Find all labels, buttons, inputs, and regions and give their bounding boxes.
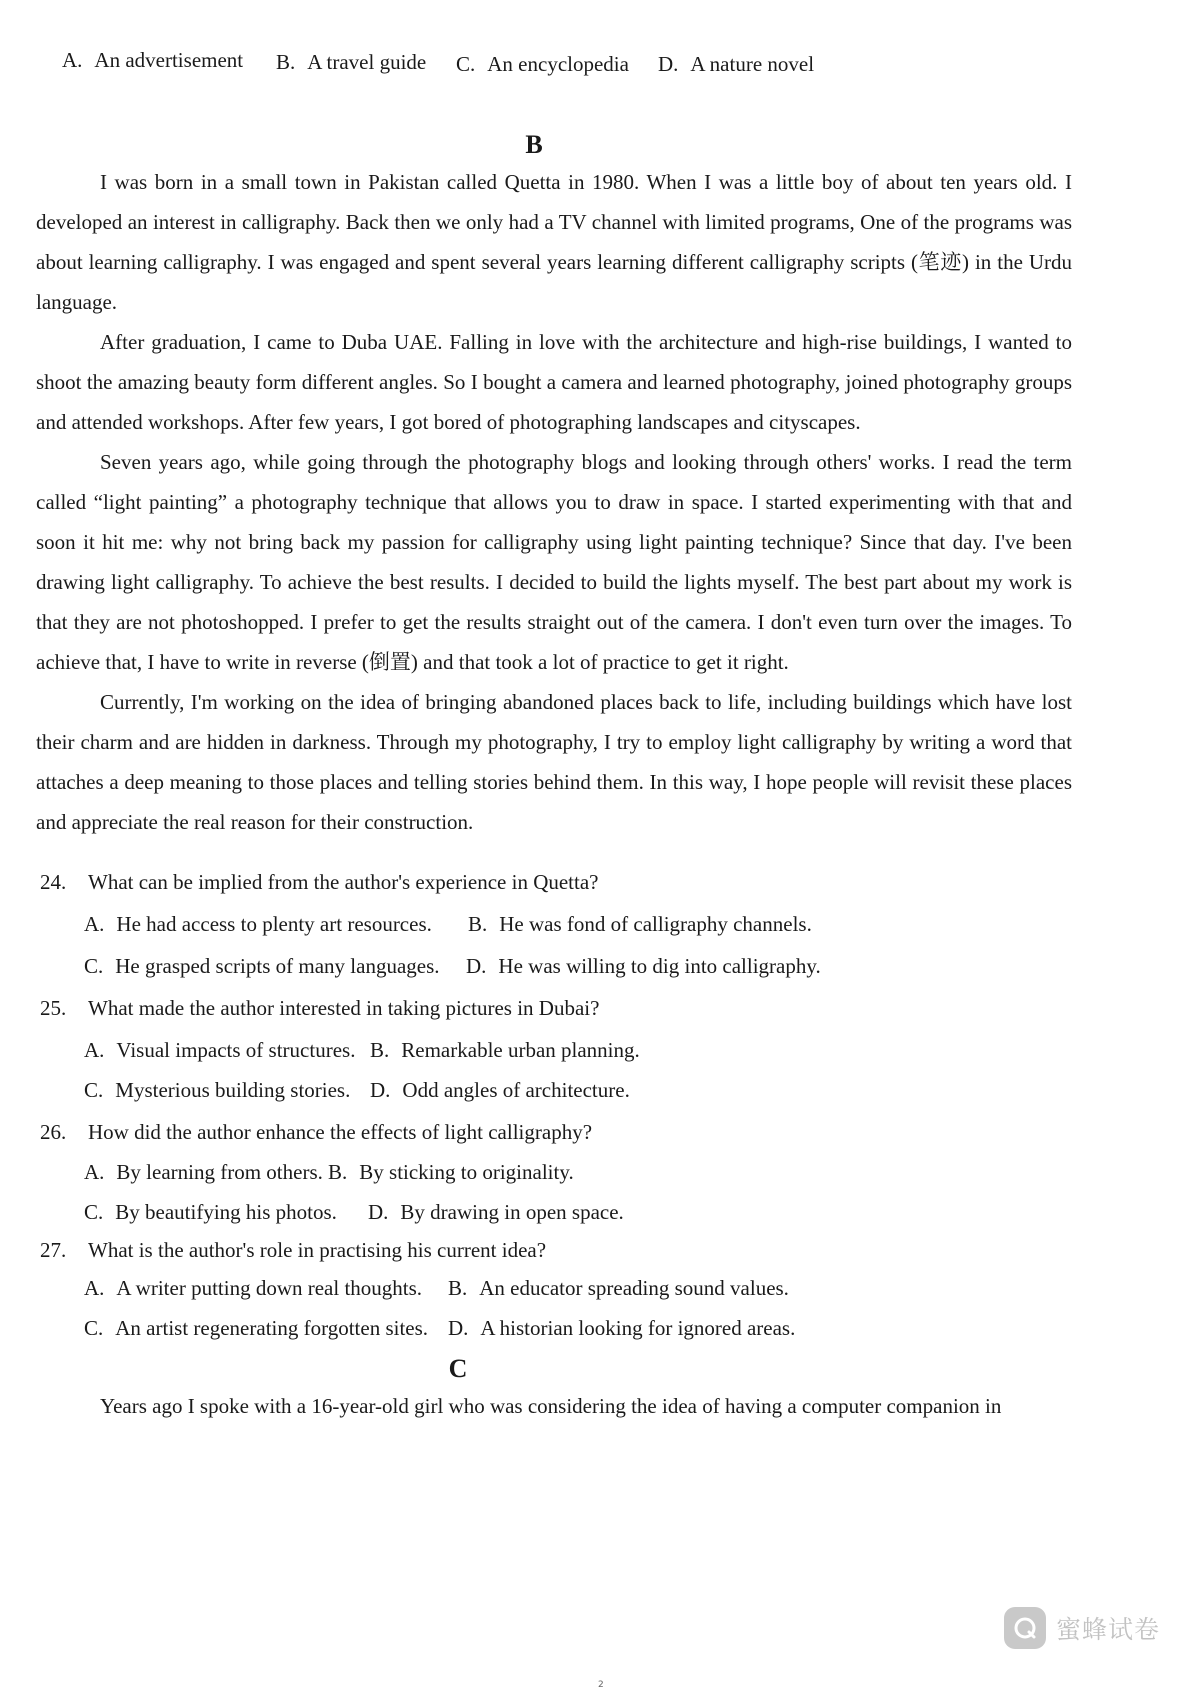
question-26-option-d: D. By drawing in open space. (368, 1200, 624, 1224)
question-27-option-a: A. A writer putting down real thoughts. (84, 1276, 423, 1300)
question-24-option-d: D. He was willing to dig into calligraphy. (466, 954, 821, 978)
paragraph-1: I was born in a small town in Pakistan called Quetta in 1980. When I was a little boy of about ten years old. I developed an interest in calligraphy. Back then we only had a TV channel with limited programs, One of the programs was about learning calligraphy. I was engaged and spent several years learning different calligraphy scripts (笔迹) in the Urdu language. (36, 170, 1072, 314)
question-24-option-a: A. He had access to plenty art resources. (84, 912, 432, 936)
question-24-stem: 24. What can be implied from the author's experience in Quetta? (40, 870, 599, 894)
paragraph-2: After graduation, I came to Duba UAE. Falling in love with the architecture and high-rise buildings, I wanted to shoot the amazing beauty form different angles. So I bought a camera and learned photography, joined photography groups and attended workshops. After few years, I got bored of photographing landscapes and cityscapes. (36, 330, 1072, 434)
section-b-title: B (525, 130, 543, 159)
previous-question-options (0, 44, 1200, 84)
paragraph-3: Seven years ago, while going through the photography blogs and looking through others' works. I read the term called “light painting” a photography technique that allows you to draw in space. I started experimenting with that and soon it hit me: why not bring back my passion for calligraphy using light painting technique? Since that day. I've been drawing light calligraphy. To achieve the best results. I decided to build the lights myself. The best part about my work is that they are not photoshopped. I prefer to get the results straight out of the camera. I don't even turn over the images. To achieve that, I have to write in reverse (倒置) and that took a lot of practice to get it right. (36, 450, 1072, 674)
section-c-title: C (448, 1354, 468, 1383)
watermark-text: 蜜蜂试卷 (1056, 1615, 1161, 1644)
question-25-stem: 25. What made the author interested in taking pictures in Dubai? (40, 996, 600, 1020)
bee-logo-icon (1004, 1607, 1046, 1649)
watermark (1004, 1600, 1184, 1656)
option-a: A. An advertisement (62, 48, 244, 72)
passage-b (36, 162, 1072, 842)
option-b: B. A travel guide (276, 50, 427, 74)
question-26-stem: 26. How did the author enhance the effects of light calligraphy? (40, 1120, 593, 1144)
question-26-option-a: A. By learning from others. (84, 1160, 323, 1184)
question-26-option-b: B. By sticking to originality. (328, 1160, 574, 1184)
page-number: 2 (598, 1680, 604, 1690)
question-24-option-c: C. He grasped scripts of many languages. (84, 954, 440, 978)
question-27-option-c: C. An artist regenerating forgotten sites. (84, 1316, 429, 1340)
option-d: D. A nature novel (658, 52, 815, 76)
question-25-option-b: B. Remarkable urban planning. (370, 1038, 640, 1062)
question-27-option-b: B. An educator spreading sound values. (448, 1276, 789, 1300)
paragraph-4: Currently, I'm working on the idea of bringing abandoned places back to life, including buildings which have lost their charm and are hidden in darkness. Through my photography, I try to employ light calligraphy by writing a word that attaches a deep meaning to those places and telling stories behind them. In this way, I hope people will revisit these places and appreciate the real reason for their construction. (36, 690, 1072, 834)
question-24-option-b: B. He was fond of calligraphy channels. (468, 912, 812, 936)
option-c: C. An encyclopedia (456, 52, 629, 76)
question-27-option-d: D. A historian looking for ignored areas. (448, 1316, 796, 1340)
question-26-option-c: C. By beautifying his photos. (84, 1200, 337, 1224)
question-25-option-c: C. Mysterious building stories. (84, 1078, 351, 1102)
question-25-option-d: D. Odd angles of architecture. (370, 1078, 630, 1102)
passage-c (36, 1386, 1072, 1426)
question-25-option-a: A. Visual impacts of structures. (84, 1038, 356, 1062)
paragraph-c-1: Years ago I spoke with a 16-year-old girl who was considering the idea of having a computer companion in (100, 1394, 1002, 1418)
question-27-stem: 27. What is the author's role in practising his current idea? (40, 1238, 547, 1262)
